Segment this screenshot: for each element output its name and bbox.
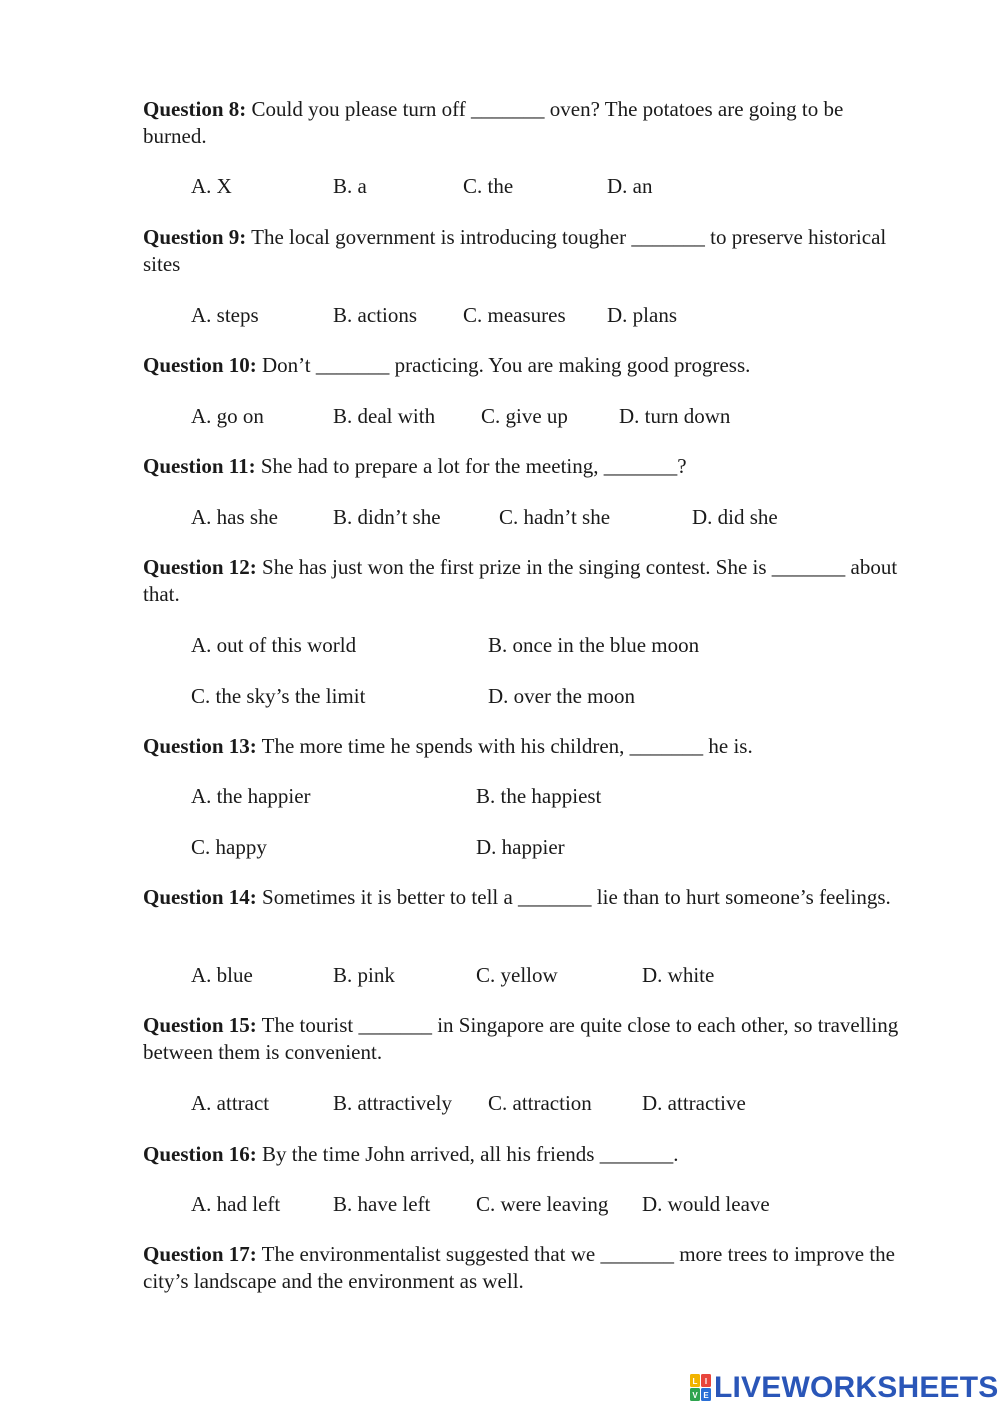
option-c: C. attraction bbox=[488, 1091, 592, 1115]
option-d: D. an bbox=[607, 174, 653, 198]
question-text: By the time John arrived, all his friends _______. bbox=[256, 1142, 679, 1166]
question-label: Question 15: bbox=[143, 1013, 257, 1037]
question-text: Sometimes it is better to tell a _______ lie than to hurt someone’s feelings. bbox=[256, 885, 891, 909]
question-label: Question 13: bbox=[143, 734, 257, 758]
question-9 bbox=[143, 224, 903, 278]
option-d: D. white bbox=[642, 963, 715, 987]
liveworksheets-logo bbox=[690, 1372, 999, 1404]
question-text: She had to prepare a lot for the meeting, _______? bbox=[255, 454, 687, 478]
question-label: Question 11: bbox=[143, 454, 256, 478]
option-b: B. actions bbox=[333, 303, 417, 327]
svg-text:I: I bbox=[704, 1377, 708, 1386]
option-c: C. yellow bbox=[476, 963, 558, 987]
question-13 bbox=[143, 733, 903, 760]
option-b: B. attractively bbox=[333, 1091, 452, 1115]
svg-text:V: V bbox=[692, 1391, 698, 1400]
question-label: Question 17: bbox=[143, 1242, 257, 1266]
question-label: Question 16: bbox=[143, 1142, 257, 1166]
option-c: C. happy bbox=[191, 835, 267, 859]
option-d: D. over the moon bbox=[488, 684, 635, 708]
option-d: D. happier bbox=[476, 835, 565, 859]
option-c: C. hadn’t she bbox=[499, 505, 611, 529]
question-16 bbox=[143, 1141, 903, 1168]
question-10 bbox=[143, 352, 903, 379]
option-a: A. go on bbox=[191, 404, 264, 428]
liveworksheets-logo-icon bbox=[690, 1374, 712, 1402]
question-8 bbox=[143, 96, 903, 150]
question-label: Question 9: bbox=[143, 225, 247, 249]
svg-text:E: E bbox=[703, 1391, 709, 1400]
option-b: B. have left bbox=[333, 1192, 431, 1216]
question-12 bbox=[143, 554, 903, 608]
option-c: C. measures bbox=[463, 303, 566, 327]
question-text: The more time he spends with his children, _______ he is. bbox=[256, 734, 753, 758]
option-c: C. the sky’s the limit bbox=[191, 684, 366, 708]
question-text: Don’t _______ practicing. You are making good progress. bbox=[256, 353, 751, 377]
option-d: D. did she bbox=[692, 505, 778, 529]
option-c: C. the bbox=[463, 174, 514, 198]
option-c: C. were leaving bbox=[476, 1192, 609, 1216]
option-a: A. blue bbox=[191, 963, 253, 987]
option-c: C. give up bbox=[481, 404, 568, 428]
option-d: D. turn down bbox=[619, 404, 731, 428]
question-11 bbox=[143, 453, 903, 480]
option-a: A. had left bbox=[191, 1192, 281, 1216]
question-text: She has just won the first prize in the singing contest. She is _______ about that. bbox=[143, 555, 898, 606]
option-b: B. pink bbox=[333, 963, 395, 987]
option-a: A. the happier bbox=[191, 784, 311, 808]
option-b: B. deal with bbox=[333, 404, 436, 428]
option-d: D. plans bbox=[607, 303, 677, 327]
option-b: B. the happiest bbox=[476, 784, 602, 808]
svg-text:L: L bbox=[692, 1377, 698, 1386]
question-label: Question 8: bbox=[143, 97, 247, 121]
option-a: A. steps bbox=[191, 303, 259, 327]
question-label: Question 10: bbox=[143, 353, 257, 377]
option-d: D. attractive bbox=[642, 1091, 746, 1115]
option-a: A. X bbox=[191, 174, 232, 198]
question-text: The environmentalist suggested that we _______ more trees to improve the city’s landscape and the environment as well. bbox=[143, 1242, 895, 1293]
liveworksheets-logo-text: LIVEWORKSHEETS bbox=[714, 1371, 999, 1404]
question-label: Question 14: bbox=[143, 885, 257, 909]
question-label: Question 12: bbox=[143, 555, 257, 579]
question-14 bbox=[143, 884, 903, 911]
option-a: A. out of this world bbox=[191, 633, 357, 657]
question-text: The local government is introducing tougher _______ to preserve historical sites bbox=[143, 225, 887, 276]
option-b: B. didn’t she bbox=[333, 505, 441, 529]
question-15 bbox=[143, 1012, 903, 1066]
option-b: B. once in the blue moon bbox=[488, 633, 700, 657]
option-d: D. would leave bbox=[642, 1192, 770, 1216]
option-b: B. a bbox=[333, 174, 367, 198]
question-text: Could you please turn off _______ oven? The potatoes are going to be burned. bbox=[143, 97, 844, 148]
question-17 bbox=[143, 1241, 903, 1295]
option-a: A. has she bbox=[191, 505, 278, 529]
question-text: The tourist _______ in Singapore are quite close to each other, so travelling between them is convenient. bbox=[143, 1013, 899, 1064]
option-a: A. attract bbox=[191, 1091, 270, 1115]
